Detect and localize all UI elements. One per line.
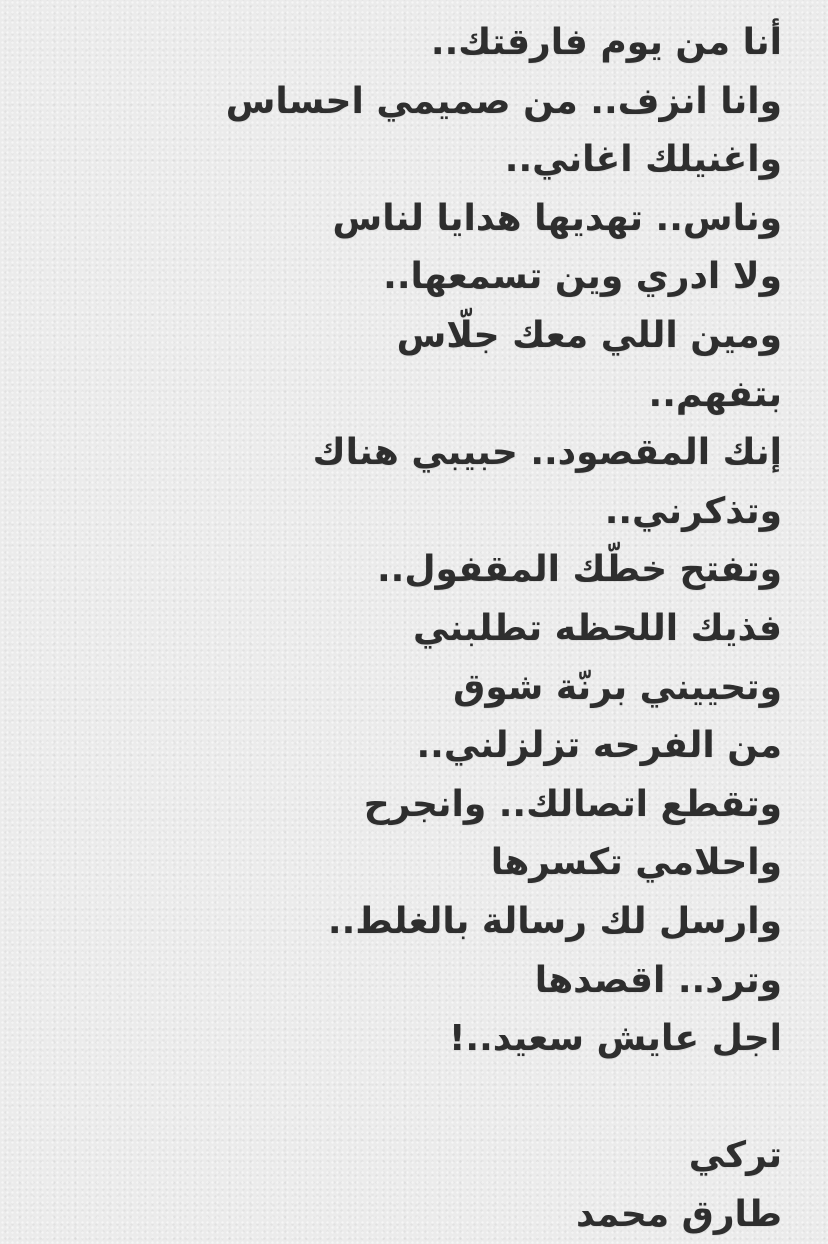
poem-line-18: اجل عايش سعيد..! [449,1018,782,1060]
poem-line-4: وناس.. تهديها هدايا لناس [332,197,782,239]
blank-line [22,1069,782,1128]
poem-line-7: بتفهم.. [648,373,782,415]
signature-line-2: طارق محمد [575,1193,782,1235]
poem-line-16: وارسل لك رسالة بالغلط.. [327,900,782,942]
poem-line-9: وتذكرني.. [604,490,782,532]
poem-line-10: وتفتح خطّك المقفول.. [376,549,782,591]
signature-line-1: تركي [688,1135,782,1177]
poem-line-14: وتقطع اتصالك.. وانجرح [363,783,782,825]
poem-line-11: فذيك اللحظه تطلبني [413,607,782,649]
poem-line-2: وانا انزف.. من صميمي احساس [225,80,782,122]
poem-note [22,14,782,1244]
poem-line-17: وترد.. اقصدها [534,959,782,1001]
poem-line-8: إنك المقصود.. حبيبي هناك [312,432,782,474]
poem-line-15: واحلامي تكسرها [490,842,782,884]
poem-line-1: أنا من يوم فارقتك.. [430,22,782,63]
poem-line-6: ومين اللي معك جلّاس [396,314,782,356]
poem-line-12: وتحييني برنّة شوق [453,666,782,708]
poem-line-5: ولا ادري وين تسمعها.. [383,256,782,298]
poem-line-13: من الفرحه تزلزلني.. [416,725,782,767]
poem-line-3: واغنيلك اغاني.. [504,139,782,181]
